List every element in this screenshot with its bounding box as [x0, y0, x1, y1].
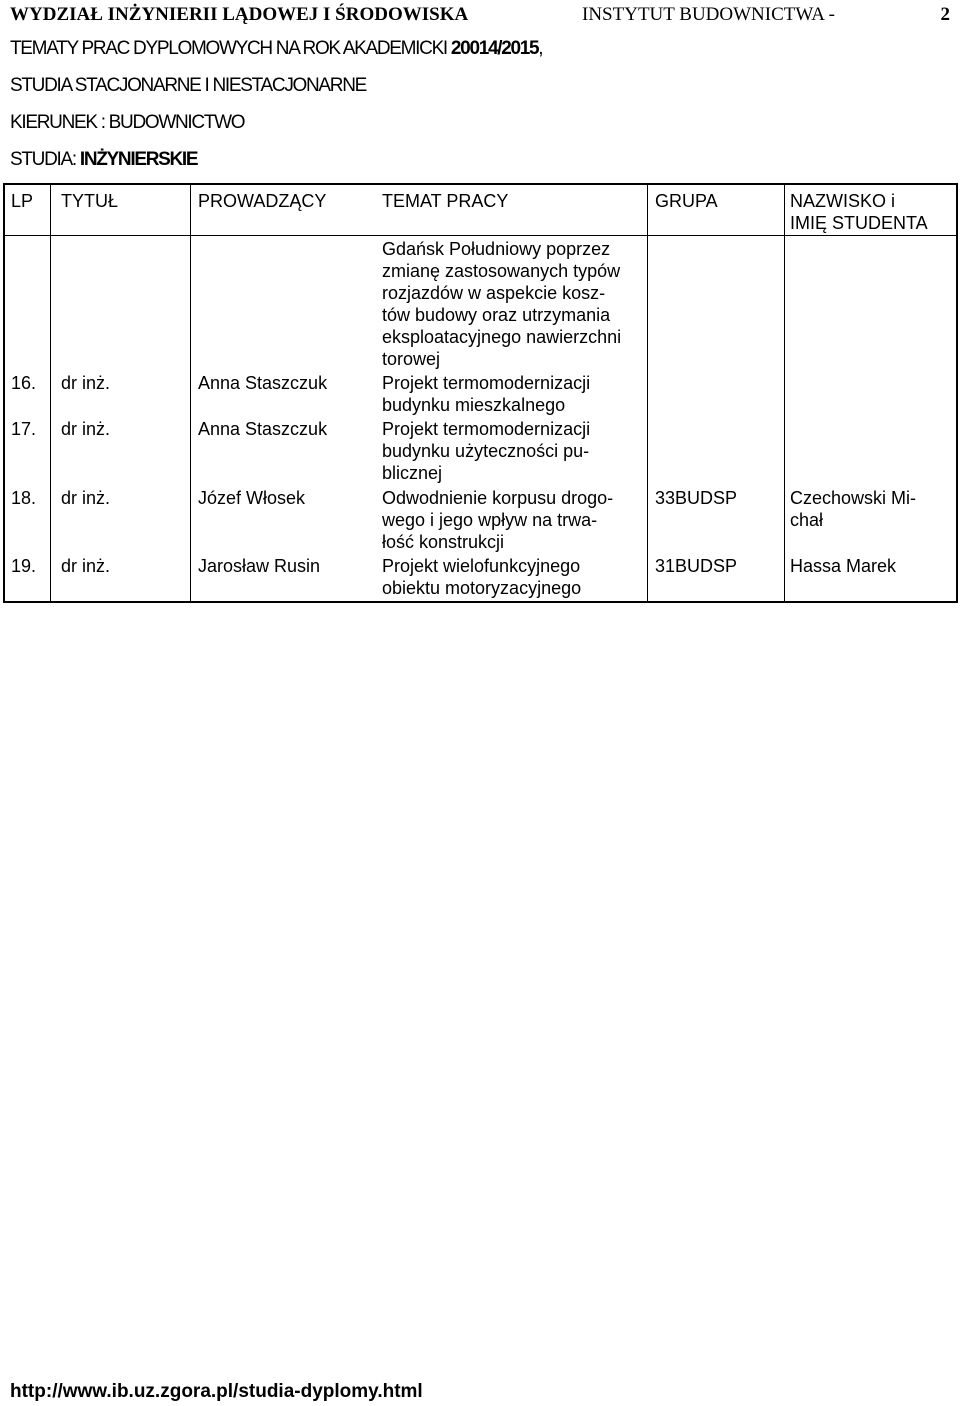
info-line-study-mode: STUDIA STACJONARNE I NIESTACJONARNE: [10, 75, 367, 96]
row-18-group: 33BUDSP: [655, 488, 738, 508]
faculty-name: WYDZIAŁ INŻYNIERII LĄDOWEJ I ŚRODOWISKA: [10, 4, 469, 25]
row-19-title: dr inż.: [61, 556, 111, 576]
column-header-topic: TEMAT PRACY: [382, 191, 509, 211]
row-19-topic: Projekt wielofunkcyjnego: [382, 556, 581, 576]
topic-continued-line: torowej: [382, 349, 441, 369]
column-header-student-cont: IMIĘ STUDENTA: [790, 213, 928, 233]
info-line-field: KIERUNEK : BUDOWNICTWO: [10, 112, 245, 133]
academic-year: 20014/2015: [450, 38, 539, 59]
column-header-lp: LP: [11, 191, 34, 211]
row-18-student: Czechowski Mi-: [790, 488, 917, 508]
footer-url-link[interactable]: http://www.ib.uz.zgora.pl/studia-dyplomy.html: [10, 1381, 423, 1402]
row-19-group: 31BUDSP: [655, 556, 738, 576]
row-17-topic: blicznej: [382, 463, 443, 483]
row-17-topic: Projekt termomodernizacji: [382, 419, 591, 439]
row-18-topic: wego i jego wpływ na trwa-: [382, 510, 598, 530]
row-16-supervisor: Anna Staszczuk: [198, 373, 328, 393]
row-18-supervisor: Józef Włosek: [198, 488, 306, 508]
row-16-title: dr inż.: [61, 373, 111, 393]
topic-continued-line: zmianę zastosowanych typów: [382, 261, 621, 281]
column-header-group: GRUPA: [655, 191, 718, 211]
topic-continued-line: tów budowy oraz utrzymania: [382, 305, 611, 325]
topic-continued-line: eksploatacyjnego nawierzchni: [382, 327, 622, 347]
info-suffix: ,: [538, 38, 543, 59]
info-prefix: TEMATY PRAC DYPLOMOWYCH NA ROK AKADEMICKI: [10, 38, 451, 59]
row-19-supervisor: Jarosław Rusin: [198, 556, 321, 576]
row-17-supervisor: Anna Staszczuk: [198, 419, 328, 439]
row-18-title: dr inż.: [61, 488, 111, 508]
row-16-topic: budynku mieszkalnego: [382, 395, 566, 415]
column-divider: [784, 185, 785, 601]
row-16-topic: Projekt termomodernizacji: [382, 373, 591, 393]
row-19-student: Hassa Marek: [790, 556, 897, 576]
topic-continued-line: Gdańsk Południowy poprzez: [382, 239, 611, 259]
row-18-student: chał: [790, 510, 824, 530]
row-19-lp: 19.: [11, 556, 37, 576]
row-18-topic: Odwodnienie korpusu drogo-: [382, 488, 614, 508]
info-degree-prefix: STUDIA:: [10, 149, 80, 170]
column-header-supervisor: PROWADZĄCY: [198, 191, 327, 211]
thesis-table: [3, 183, 958, 603]
row-16-lp: 16.: [11, 373, 37, 393]
column-header-title: TYTUŁ: [61, 191, 119, 211]
row-19-topic: obiektu motoryzacyjnego: [382, 578, 582, 598]
column-divider: [50, 185, 51, 601]
row-17-lp: 17.: [11, 419, 37, 439]
column-divider: [647, 185, 648, 601]
info-line-academic-year: [10, 38, 542, 60]
row-17-title: dr inż.: [61, 419, 111, 439]
institute-name: INSTYTUT BUDOWNICTWA -: [582, 4, 835, 25]
header-divider: [5, 235, 956, 236]
info-line-degree: [10, 149, 197, 171]
page-number: 2: [940, 4, 950, 25]
row-18-lp: 18.: [11, 488, 37, 508]
column-divider: [190, 185, 191, 601]
topic-continued-line: rozjazdów w aspekcie kosz-: [382, 283, 606, 303]
row-18-topic: łość konstrukcji: [382, 532, 505, 552]
row-17-topic: budynku użyteczności pu-: [382, 441, 590, 461]
page-header: [10, 4, 950, 28]
column-header-student: NAZWISKO i: [790, 191, 896, 211]
degree-type: INŻYNIERSKIE: [79, 149, 198, 170]
